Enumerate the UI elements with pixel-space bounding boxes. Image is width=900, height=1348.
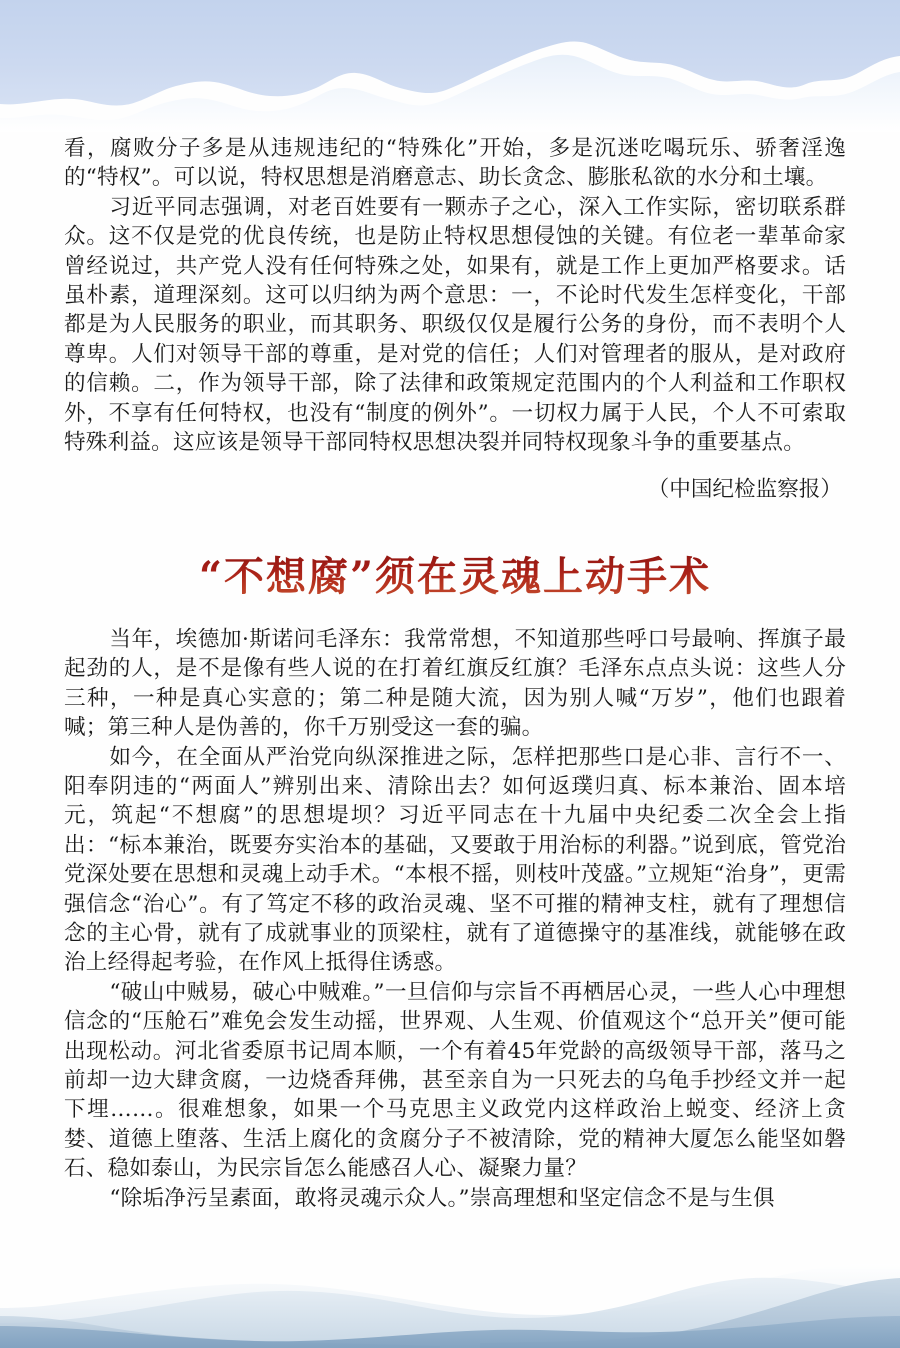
current-article-body: [64, 625, 846, 1213]
paragraph: 看，腐败分子多是从违规违纪的“特殊化”开始，多是沉迷吃喝玩乐、骄奢淫逸的“特权”。可以说，特权思想是消磨意志、助长贪念、膨胀私欲的水分和土壤。: [64, 136, 846, 191]
paragraph: “破山中贼易，破心中贼难。”一旦信仰与宗旨不再栖居心灵，一些人心中理想信念的“压舱石”难免会发生动摇，世界观、人生观、价值观这个“总开关”便可能出现松动。河北省委原书记周本顺，一个有着45年党龄的高级领导干部，落马之前却一边大肆贪腐，一边烧香拜佛，甚至亲自为一只死去的乌龟手抄经文并一起下埋……。很难想象，如果一个马克思主义政党内这样政治上蜕变、经济上贪婪、道德上堕落、生活上腐化的贪腐分子不被清除，党的精神大厦怎么能坚如磐石、稳如泰山，为民宗旨怎么能感召人心、凝聚力量？: [64, 979, 846, 1182]
previous-article-body: [64, 134, 846, 505]
article-source-attribution: （中国纪检监察报）: [647, 477, 842, 503]
paragraph: 习近平同志强调，对老百姓要有一颗赤子之心，深入工作实际，密切联系群众。这不仅是党的优良传统，也是防止特权思想侵蚀的关键。有位老一辈革命家曾经说过，共产党人没有任何特殊之处，如果有，就是工作上更加严格要求。话虽朴素，道理深刻。这可以归纳为两个意思：一，不论时代发生怎样变化，干部都是为人民服务的职业，而其职务、职级仅仅是履行公务的身份，而不表明个人尊卑。人们对领导干部的尊重，是对党的信任；人们对管理者的服从，是对政府的信赖。二，作为领导干部，除了法律和政策规定范围内的个人利益和工作职权外，不享有任何特权，也没有“制度的例外”。一切权力属于人民，个人不可索取特殊利益。这应该是领导干部同特权思想决裂并同特权现象斗争的重要基点。: [64, 194, 846, 456]
paragraph: 当年，埃德加·斯诺问毛泽东：我常常想，不知道那些呼口号最响、挥旗子最起劲的人，是不是像有些人说的在打着红旗反红旗？毛泽东点点头说：这些人分三种，一种是真心实意的；第二种是随大流，因为别人喊“万岁”，他们也跟着喊；第三种人是伪善的，你千万别受这一套的骗。: [64, 626, 846, 741]
page-content: [64, 134, 846, 1213]
article-title: “不想腐”须在灵魂上动手术: [64, 551, 846, 603]
paragraph: 如今，在全面从严治党向纵深推进之际，怎样把那些口是心非、言行不一、阳奉阴违的“两面人”辨别出来、清除出去？如何返璞归真、标本兼治、固本培元，筑起“不想腐”的思想堤坝？习近平同志在十九届中央纪委二次全会上指出：“标本兼治，既要夯实治本的基础，又要敢于用治标的利器。”说到底，管党治党深处要在思想和灵魂上动手术。“本根不摇，则枝叶茂盛。”立规矩“治身”，更需强信念“治心”。有了笃定不移的政治灵魂、坚不可摧的精神支柱，就有了理想信念的主心骨，就有了成就事业的顶梁柱，就有了道德操守的基准线，就能够在政治上经得起考验，在作风上抵得住诱惑。: [64, 744, 846, 976]
mountain-wave-footer-decoration: [0, 1238, 900, 1348]
paragraph: “除垢净污呈素面，敢将灵魂示众人。”崇高理想和坚定信念不是与生俱: [109, 1185, 775, 1211]
cloud-band-header-decoration: [0, 0, 900, 132]
